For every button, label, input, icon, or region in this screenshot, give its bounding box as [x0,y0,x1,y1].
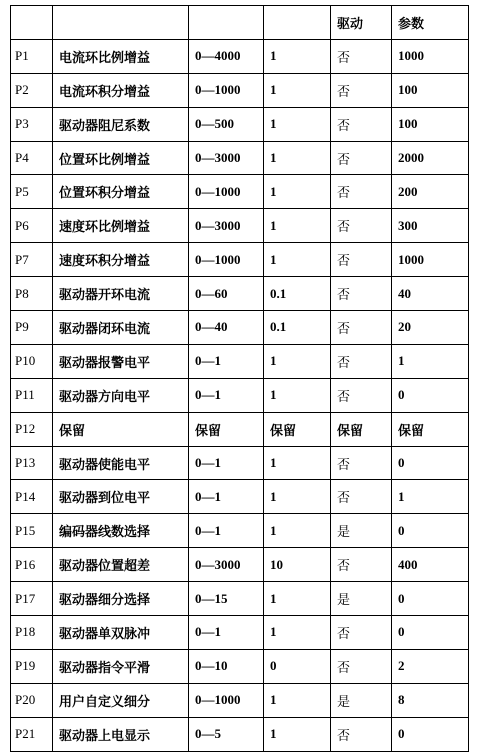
param-step-cell: 1 [264,175,331,209]
param-value-cell: 2000 [392,141,469,175]
table-row [11,514,469,548]
table-row [11,73,469,107]
param-name-cell: 驱动器使能电平 [53,446,189,480]
param-id-cell: P5 [11,175,53,209]
param-name-cell: 编码器线数选择 [53,514,189,548]
table-row [11,175,469,209]
param-range-cell: 0—1 [189,480,264,514]
table-row [11,683,469,717]
param-step-cell: 1 [264,582,331,616]
param-name-cell: 驱动器上电显示 [53,717,189,751]
param-range-cell: 0—1 [189,344,264,378]
param-value-cell: 8 [392,683,469,717]
param-drive-cell: 保留 [331,412,392,446]
param-step-cell: 1 [264,480,331,514]
param-id-cell: P2 [11,73,53,107]
header-cell-drive: 驱动 [331,6,392,40]
param-name-cell: 驱动器到位电平 [53,480,189,514]
header-cell-name [53,6,189,40]
param-value-cell: 0 [392,582,469,616]
param-drive-cell: 否 [331,480,392,514]
table-row [11,311,469,345]
param-value-cell: 300 [392,209,469,243]
table-row [11,616,469,650]
param-step-cell: 1 [264,378,331,412]
param-name-cell: 驱动器指令平滑 [53,649,189,683]
param-value-cell: 0 [392,446,469,480]
param-step-cell: 1 [264,73,331,107]
param-name-cell: 驱动器闭环电流 [53,311,189,345]
param-name-cell: 速度环比例增益 [53,209,189,243]
param-value-cell: 100 [392,107,469,141]
param-range-cell: 0—3000 [189,141,264,175]
param-step-cell: 1 [264,446,331,480]
param-name-cell: 速度环积分增益 [53,243,189,277]
param-drive-cell: 否 [331,277,392,311]
param-name-cell: 位置环积分增益 [53,175,189,209]
param-drive-cell: 否 [331,209,392,243]
param-drive-cell: 否 [331,73,392,107]
param-range-cell: 0—60 [189,277,264,311]
param-id-cell: P12 [11,412,53,446]
param-drive-cell: 否 [331,107,392,141]
param-name-cell: 位置环比例增益 [53,141,189,175]
param-drive-cell: 是 [331,582,392,616]
param-value-cell: 2 [392,649,469,683]
param-id-cell: P7 [11,243,53,277]
param-id-cell: P1 [11,39,53,73]
header-cell-range [189,6,264,40]
param-drive-cell: 否 [331,717,392,751]
param-value-cell: 100 [392,73,469,107]
param-id-cell: P21 [11,717,53,751]
table-row [11,717,469,751]
param-value-cell: 20 [392,311,469,345]
param-drive-cell: 否 [331,141,392,175]
param-id-cell: P16 [11,548,53,582]
header-cell-param: 参数 [392,6,469,40]
table-row [11,649,469,683]
param-id-cell: P9 [11,311,53,345]
parameter-table-body [11,6,469,752]
table-row [11,344,469,378]
table-row [11,446,469,480]
param-drive-cell: 否 [331,649,392,683]
param-name-cell: 驱动器报警电平 [53,344,189,378]
param-id-cell: P17 [11,582,53,616]
table-row [11,39,469,73]
param-range-cell: 保留 [189,412,264,446]
param-range-cell: 0—15 [189,582,264,616]
param-name-cell: 保留 [53,412,189,446]
param-name-cell: 驱动器位置超差 [53,548,189,582]
param-id-cell: P15 [11,514,53,548]
param-drive-cell: 否 [331,548,392,582]
header-cell-id [11,6,53,40]
param-step-cell: 1 [264,683,331,717]
param-range-cell: 0—1000 [189,73,264,107]
param-range-cell: 0—1000 [189,175,264,209]
param-name-cell: 驱动器阻尼系数 [53,107,189,141]
param-id-cell: P6 [11,209,53,243]
param-value-cell: 1000 [392,243,469,277]
param-id-cell: P20 [11,683,53,717]
param-range-cell: 0—1 [189,378,264,412]
param-name-cell: 用户自定义细分 [53,683,189,717]
table-row [11,412,469,446]
param-value-cell: 保留 [392,412,469,446]
param-range-cell: 0—1000 [189,683,264,717]
param-step-cell: 1 [264,616,331,650]
param-drive-cell: 否 [331,39,392,73]
param-drive-cell: 是 [331,514,392,548]
param-drive-cell: 否 [331,311,392,345]
param-step-cell: 0 [264,649,331,683]
param-range-cell: 0—1 [189,514,264,548]
param-value-cell: 0 [392,514,469,548]
param-step-cell: 1 [264,344,331,378]
param-step-cell: 1 [264,243,331,277]
param-drive-cell: 否 [331,243,392,277]
param-drive-cell: 否 [331,175,392,209]
table-row [11,107,469,141]
table-row [11,378,469,412]
param-drive-cell: 否 [331,446,392,480]
param-value-cell: 400 [392,548,469,582]
param-id-cell: P14 [11,480,53,514]
param-range-cell: 0—3000 [189,548,264,582]
param-value-cell: 0 [392,378,469,412]
param-step-cell: 1 [264,209,331,243]
param-value-cell: 0 [392,616,469,650]
param-id-cell: P4 [11,141,53,175]
param-step-cell: 0.1 [264,311,331,345]
param-step-cell: 1 [264,141,331,175]
param-drive-cell: 否 [331,344,392,378]
param-id-cell: P19 [11,649,53,683]
param-id-cell: P8 [11,277,53,311]
table-row [11,243,469,277]
table-row [11,209,469,243]
param-value-cell: 1000 [392,39,469,73]
param-name-cell: 驱动器开环电流 [53,277,189,311]
param-value-cell: 1 [392,344,469,378]
param-range-cell: 0—1000 [189,243,264,277]
param-value-cell: 1 [392,480,469,514]
param-value-cell: 0 [392,717,469,751]
param-step-cell: 1 [264,717,331,751]
parameter-table [10,5,469,752]
param-name-cell: 电流环比例增益 [53,39,189,73]
table-row [11,480,469,514]
param-step-cell: 1 [264,107,331,141]
param-id-cell: P13 [11,446,53,480]
param-range-cell: 0—4000 [189,39,264,73]
param-name-cell: 电流环积分增益 [53,73,189,107]
param-step-cell: 0.1 [264,277,331,311]
param-range-cell: 0—10 [189,649,264,683]
table-row [11,277,469,311]
param-drive-cell: 是 [331,683,392,717]
param-id-cell: P11 [11,378,53,412]
param-step-cell: 1 [264,39,331,73]
param-name-cell: 驱动器细分选择 [53,582,189,616]
param-id-cell: P10 [11,344,53,378]
table-row [11,582,469,616]
header-cell-step [264,6,331,40]
param-step-cell: 1 [264,514,331,548]
param-range-cell: 0—5 [189,717,264,751]
param-range-cell: 0—3000 [189,209,264,243]
param-drive-cell: 否 [331,378,392,412]
table-row [11,548,469,582]
param-range-cell: 0—1 [189,616,264,650]
table-row [11,141,469,175]
param-step-cell: 10 [264,548,331,582]
param-value-cell: 40 [392,277,469,311]
param-id-cell: P18 [11,616,53,650]
param-name-cell: 驱动器单双脉冲 [53,616,189,650]
param-name-cell: 驱动器方向电平 [53,378,189,412]
param-id-cell: P3 [11,107,53,141]
param-drive-cell: 否 [331,616,392,650]
param-step-cell: 保留 [264,412,331,446]
param-range-cell: 0—40 [189,311,264,345]
param-value-cell: 200 [392,175,469,209]
param-range-cell: 0—1 [189,446,264,480]
table-header-row [11,6,469,40]
param-range-cell: 0—500 [189,107,264,141]
